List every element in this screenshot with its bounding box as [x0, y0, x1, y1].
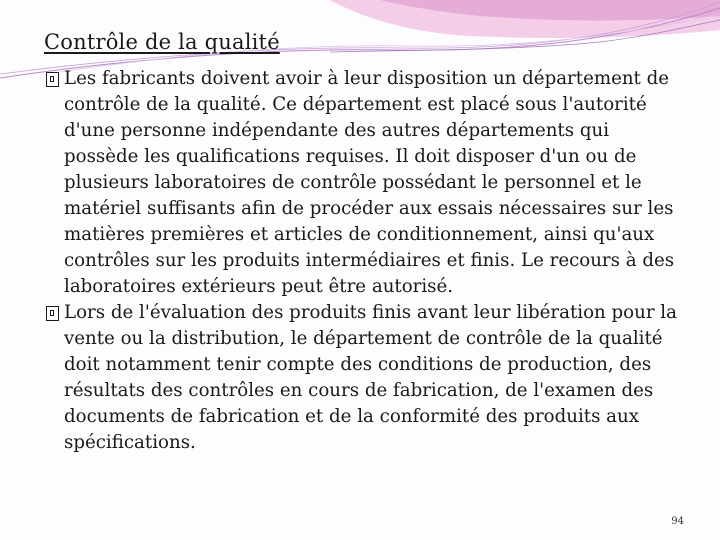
bullet-item [46, 300, 686, 456]
missing-glyph-box-icon [46, 72, 59, 87]
page-number: 94 [671, 516, 684, 527]
bullet-text: Les fabricants doivent avoir à leur disposition un département de contrôle de la qualité. Ce département est placé sous l'autorité d'une personne indépendante des autres départements qui possède les qualifications requises. Il doit disposer d'un ou de plusieurs laboratoires de contrôle possédant le personnel et le matériel suffisants afin de procéder aux essais nécessaires sur les matières premières et articles de conditionnement, ainsi qu'aux contrôles sur les produits intermédiaires et finis. Le recours à des laboratoires extérieurs peut être autorisé. [64, 68, 675, 297]
slide-body [46, 66, 686, 456]
bullet-item [46, 66, 686, 300]
missing-glyph-box-icon [46, 306, 59, 321]
slide-title: Contrôle de la qualité [44, 30, 280, 54]
bullet-text: Lors de l'évaluation des produits finis avant leur libération pour la vente ou la distribution, le département de contrôle de la qualité doit notamment tenir compte des conditions de production, des résultats des contrôles en cours de fabrication, de l'examen des documents de fabrication et de la conformité des produits aux spécifications. [64, 302, 677, 453]
